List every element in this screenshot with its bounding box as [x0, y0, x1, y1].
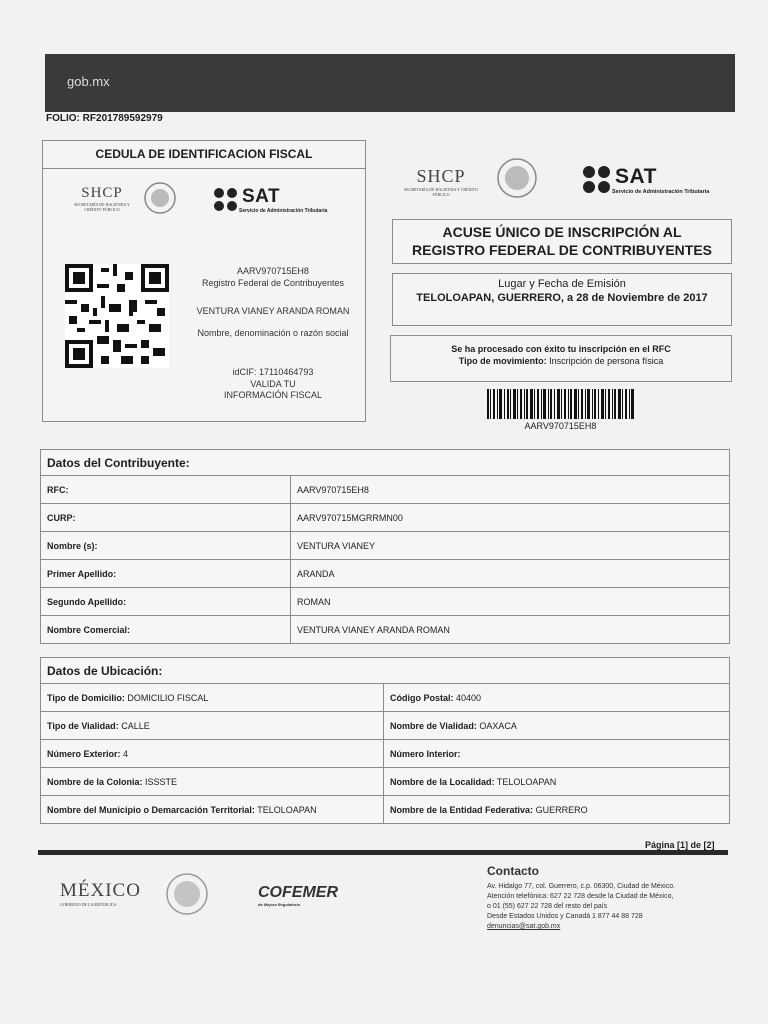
sat-logo-right: SAT Servicio de Administración Tributaria [582, 165, 709, 195]
cofemer-logo: COFEMER de Mejora Regulatoria [258, 884, 338, 907]
table-row: Número Exterior: 4 Número Interior: [41, 740, 730, 768]
cedula-title: CEDULA DE IDENTIFICACION FISCAL [43, 141, 365, 169]
barcode-icon [487, 389, 634, 419]
shcp-logo: SHCP SECRETARÍA DE HACIENDA Y CRÉDITO PÚBLICO [74, 185, 130, 212]
table-row: RFC: AARV970715EH8 [41, 476, 730, 504]
table-row: CURP: AARV970715MGRRMN00 [41, 504, 730, 532]
acuse-title: ACUSE ÚNICO DE INSCRIPCIÓN AL REGISTRO FEDERAL DE CONTRIBUYENTES [392, 219, 732, 264]
table-row: Primer Apellido: ARANDA [41, 560, 730, 588]
sat-logo-icon [582, 165, 612, 195]
contacto-title: Contacto [487, 864, 539, 878]
footer-divider [38, 850, 728, 855]
cedula-card [42, 140, 366, 422]
cedula-nombre: VENTURA VIANEY ARANDA ROMAN [196, 306, 350, 316]
contact-email-link[interactable]: denuncias@sat.gob.mx [487, 923, 561, 930]
page-number: Página [1] de [2] [645, 840, 715, 850]
contribuyente-title: Datos del Contribuyente: [41, 450, 730, 476]
folio: FOLIO: RF201789592979 [46, 113, 163, 124]
table-row: Nombre Comercial: VENTURA VIANEY ARANDA ROMAN [41, 616, 730, 644]
ubicacion-title: Datos de Ubicación: [41, 658, 730, 684]
table-row: Tipo de Vialidad: CALLE Nombre de Vialidad: OAXACA [41, 712, 730, 740]
sat-logo-icon [213, 187, 239, 213]
shcp-logo-right: SHCP SECRETARÍA DE HACIENDA Y CRÉDITO PÚBLICO [404, 166, 478, 197]
lugar-fecha-box: Lugar y Fecha de Emisión TELOLOAPAN, GUERRERO, a 28 de Noviembre de 2017 [392, 273, 732, 326]
cedula-rfc: AARV970715EH8 [237, 266, 309, 276]
barcode-text: AARV970715EH8 [524, 421, 597, 431]
cedula-nombre-caption: Nombre, denominación o razón social [197, 328, 349, 338]
ubicacion-table [40, 657, 730, 824]
table-row: Segundo Apellido: ROMAN [41, 588, 730, 616]
contacto-info: Av. Hidalgo 77, col. Guerrero, c.p. 06300, Ciudad de México. Atención telefónica: 627 22 728 desde la Ciudad de México, o 01 (55) 627 22 728 del resto del país Desde Estados Unidos y Canadá 1 877 44 88 728 denuncias@sat.gob.mx [487, 882, 737, 932]
proceso-box: Se ha procesado con éxito tu inscripción en el RFC Tipo de movimiento: Inscripción de persona física [390, 335, 732, 382]
mexico-seal-icon-footer [165, 872, 209, 916]
mexico-logo: MÉXICO GOBIERNO DE LA REPÚBLICA [60, 880, 141, 907]
mexico-seal-icon [143, 181, 177, 215]
table-row: Tipo de Domicilio: DOMICILIO FISCAL Código Postal: 40400 [41, 684, 730, 712]
sat-logo: SAT Servicio de Administración Tributaria [213, 186, 327, 214]
cedula-rfc-caption: Registro Federal de Contribuyentes [201, 278, 345, 288]
gob-mx-logo: gob.mx [67, 74, 110, 89]
cedula-valida: VALIDA TU INFORMACIÓN FISCAL [223, 379, 322, 400]
mexico-seal-icon-right [496, 157, 538, 199]
table-row: Nombre (s): VENTURA VIANEY [41, 532, 730, 560]
table-row: Nombre del Municipio o Demarcación Territorial: TELOLOAPAN Nombre de la Entidad Federativa: GUERRERO [41, 796, 730, 824]
contribuyente-table [40, 449, 730, 644]
cedula-idcif: idCIF: 17110464793 [232, 367, 314, 377]
table-row: Nombre de la Colonia: ISSSTE Nombre de la Localidad: TELOLOAPAN [41, 768, 730, 796]
qr-code-icon [65, 264, 169, 368]
header-bar [45, 54, 735, 112]
